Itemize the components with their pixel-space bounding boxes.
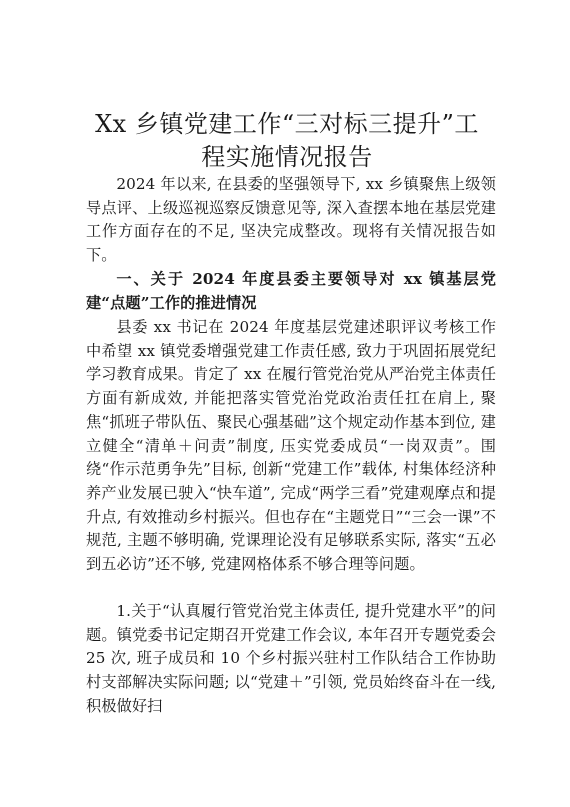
body-paragraph: 县委 xx 书记在 2024 年度基层党建述职评议考核工作中希望 xx 镇党委增强党建工作责任感, 致力于巩固拓展党纪学习教育成果。肯定了 xx 在履行管党治党从严治党主体责任方面有新成效, 并能把落实管党治党政治责任扛在肩上, 聚焦“抓班子带队伍、聚民心强基础”这个规定动作基本到位, 建立健全“清单＋问责”制度, 压实党委成员“一岗双责”。围绕“作示范勇争先”目标, 创新“党建工作”载体, 村集体经济种养产业发展已驶入“快车道”, 完成“两学三看”党建观摩点和提升点, 有效推动乡村振兴。但也存在“主题党日”“三会一课”不规范, 主题不够明确, 党课理论没有足够联系实际, 落实“五必到五必访”还不够, 党建网格体系不够合理等问题。	[86, 318, 496, 574]
section-heading: 一、关于 2024 年度县委主要领导对 xx 镇基层党建“点题”工作的推进情况	[86, 270, 496, 312]
document-title: Xx 乡镇党建工作“三对标三提升”工程实施情况报告	[95, 110, 479, 171]
intro-paragraph: 2024 年以来, 在县委的坚强领导下, xx 乡镇聚焦上级领导点评、上级巡视巡察反馈意见等, 深入查摆本地在基层党建工作方面存在的不足, 坚决完成整改。现将有关情况报告如下。	[86, 175, 496, 265]
body-paragraph: 1.关于“认真履行管党治党主体责任, 提升党建水平”的问题。镇党委书记定期召开党建工作会议, 本年召开专题党委会 25 次, 班子成员和 10 个乡村振兴驻村工作队结合工作协助村支部解决实际问题; 以“党建＋”引领, 党员始终奋斗在一线, 积极做好扫	[86, 602, 496, 715]
